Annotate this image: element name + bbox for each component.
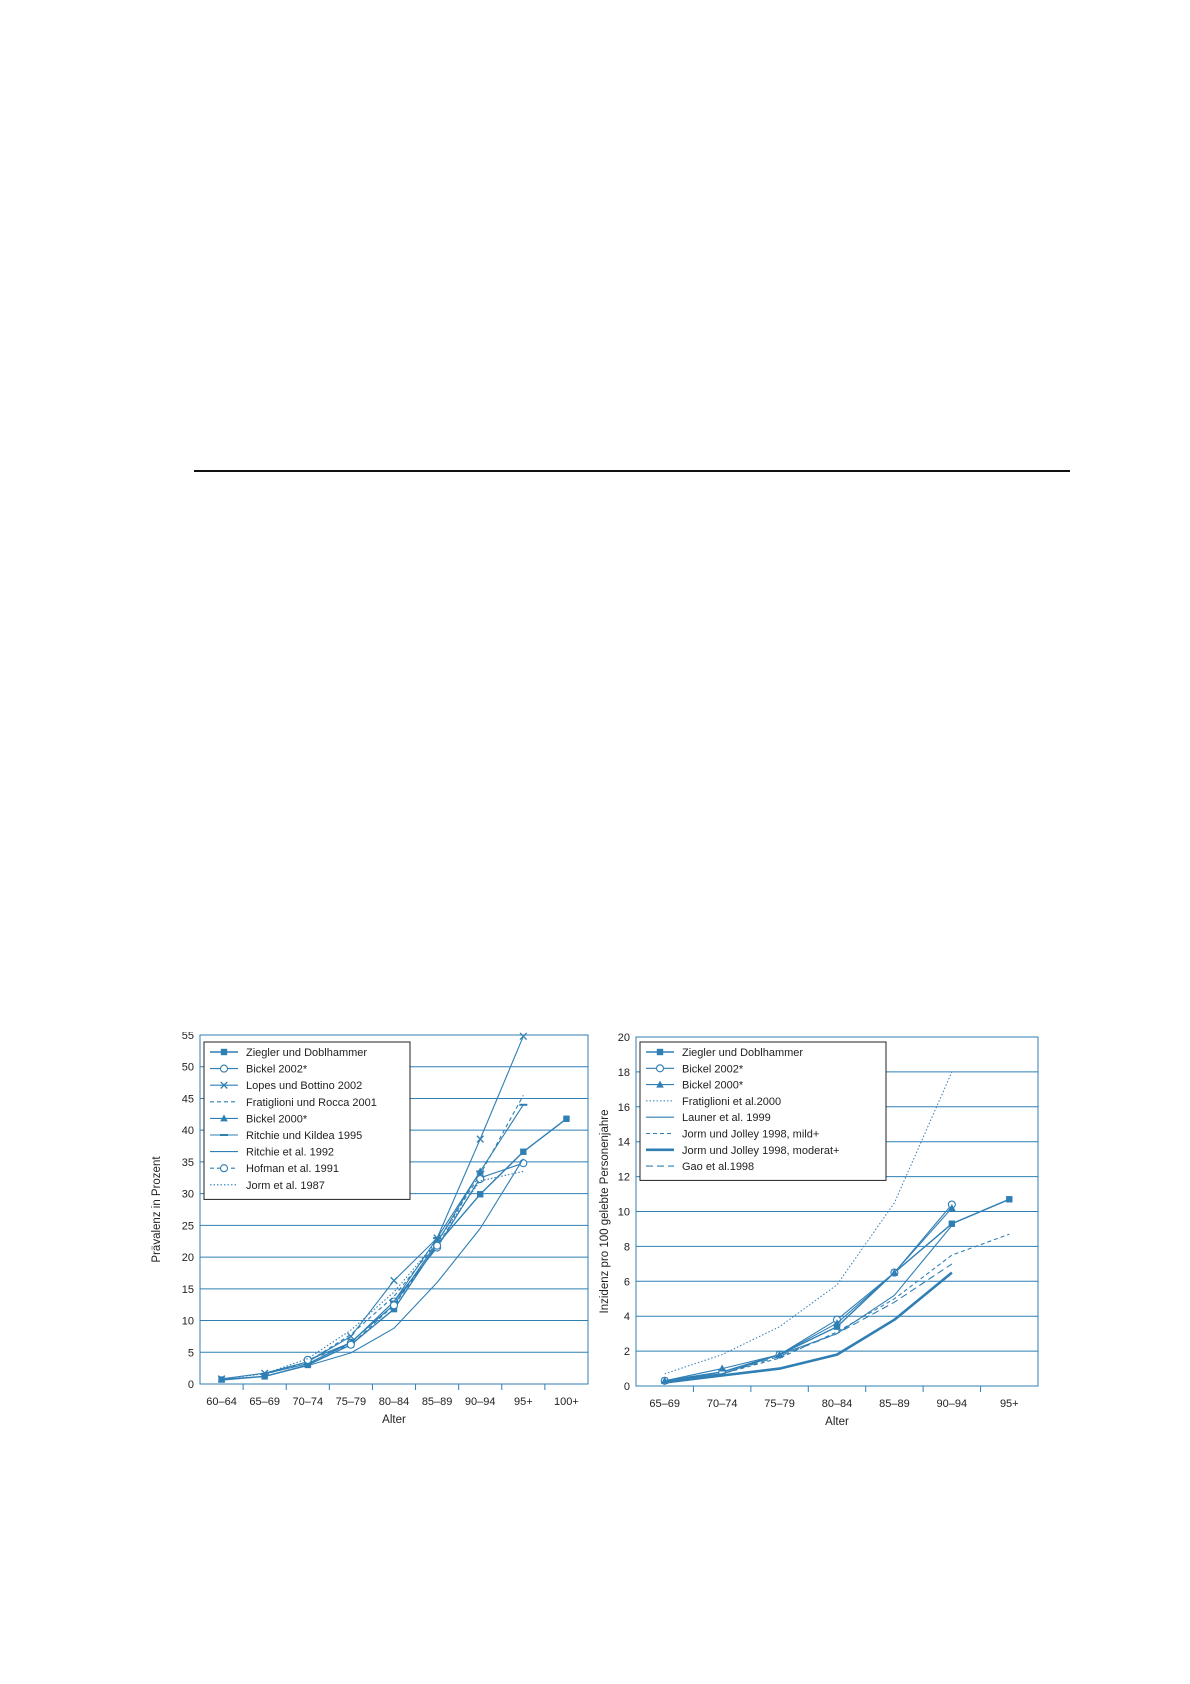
- y-tick-label: 45: [181, 1093, 194, 1106]
- legend-label: Bickel 2000*: [682, 1079, 744, 1092]
- y-tick-label: 40: [181, 1125, 194, 1138]
- y-tick-label: 25: [181, 1220, 194, 1233]
- legend-label: Ritchie et al. 1992: [246, 1146, 335, 1159]
- y-tick-label: 4: [623, 1311, 630, 1324]
- y-tick-label: 15: [181, 1283, 194, 1296]
- data-point: [391, 1302, 398, 1309]
- legend-label: Bickel 2000*: [246, 1113, 308, 1126]
- x-tick-label: 80–84: [821, 1398, 853, 1410]
- data-point: [221, 1065, 228, 1072]
- legend-label: Gao et al.1998: [682, 1161, 755, 1174]
- y-tick-label: 20: [617, 1032, 630, 1044]
- horizontal-rule: [194, 470, 1070, 472]
- data-point: [221, 1165, 228, 1172]
- data-point: [657, 1049, 663, 1055]
- x-tick-label: 70–74: [706, 1398, 738, 1410]
- y-tick-label: 30: [181, 1188, 194, 1201]
- legend-label: Ziegler und Doblhammer: [682, 1047, 804, 1059]
- x-axis-title: Alter: [825, 1416, 849, 1428]
- x-tick-label: 85–89: [879, 1398, 910, 1410]
- y-tick-label: 35: [181, 1156, 194, 1169]
- data-point: [221, 1049, 227, 1055]
- data-point: [434, 1242, 441, 1249]
- y-tick-label: 5: [187, 1347, 194, 1360]
- legend-label: Ziegler und Doblhammer: [246, 1047, 368, 1059]
- y-tick-label: 14: [617, 1136, 630, 1149]
- y-tick-label: 2: [623, 1346, 630, 1359]
- y-tick-label: 0: [187, 1379, 194, 1391]
- legend: [204, 1042, 410, 1199]
- data-point: [520, 1149, 526, 1155]
- data-point: [563, 1116, 569, 1122]
- prevalence-chart: [148, 1032, 590, 1452]
- x-tick-label: 100+: [554, 1396, 579, 1408]
- legend-label: Ritchie und Kildea 1995: [246, 1130, 363, 1142]
- y-tick-label: 18: [617, 1066, 630, 1079]
- y-tick-label: 6: [623, 1276, 630, 1289]
- x-tick-label: 95+: [513, 1396, 533, 1408]
- y-tick-label: 50: [181, 1061, 194, 1074]
- legend-label: Fratiglioni et al.2000: [682, 1095, 782, 1108]
- x-tick-label: 90–94: [936, 1398, 968, 1410]
- legend-label: Fratiglioni und Rocca 2001: [246, 1096, 377, 1109]
- y-tick-label: 0: [623, 1381, 630, 1393]
- x-tick-label: 80–84: [378, 1396, 410, 1408]
- y-axis-title: Prävalenz in Prozent: [151, 1156, 163, 1263]
- x-tick-label: 85–89: [421, 1396, 453, 1408]
- data-point: [657, 1065, 664, 1072]
- x-tick-label: 95+: [999, 1398, 1019, 1410]
- data-point: [477, 1176, 484, 1183]
- y-tick-label: 16: [617, 1101, 630, 1114]
- x-tick-label: 75–79: [764, 1398, 795, 1410]
- legend: [640, 1042, 886, 1180]
- legend-label: Bickel 2002*: [246, 1063, 308, 1076]
- incidence-chart: [598, 1032, 1040, 1452]
- x-tick-label: 60–64: [206, 1396, 237, 1408]
- y-tick-label: 10: [181, 1315, 194, 1328]
- legend-label: Hofman et al. 1991: [246, 1163, 339, 1176]
- legend-label: Jorm und Jolley 1998, moderat+: [682, 1144, 840, 1157]
- legend-label: Lopes und Bottino 2002: [246, 1080, 363, 1093]
- x-tick-label: 65–69: [649, 1398, 681, 1410]
- y-axis-title: Inzidenz pro 100 gelebte Personenjahre: [599, 1109, 611, 1314]
- data-point: [477, 1191, 483, 1197]
- x-tick-label: 75–79: [335, 1396, 367, 1408]
- legend-label: Bickel 2002*: [682, 1063, 744, 1076]
- y-tick-label: 8: [623, 1241, 630, 1254]
- x-axis-title: Alter: [382, 1414, 406, 1426]
- x-tick-label: 90–94: [464, 1396, 496, 1408]
- y-tick-label: 55: [181, 1032, 194, 1042]
- data-point: [1006, 1196, 1012, 1202]
- legend-label: Jorm und Jolley 1998, mild+: [682, 1128, 820, 1141]
- y-tick-label: 10: [617, 1206, 630, 1219]
- data-point: [347, 1341, 354, 1348]
- x-tick-label: 70–74: [292, 1396, 324, 1408]
- legend-box: [640, 1042, 886, 1180]
- legend-label: Launer et al. 1999: [682, 1112, 771, 1125]
- y-tick-label: 12: [617, 1171, 630, 1184]
- legend-label: Jorm et al. 1987: [246, 1179, 325, 1192]
- y-tick-label: 20: [181, 1252, 194, 1265]
- x-tick-label: 65–69: [249, 1396, 280, 1408]
